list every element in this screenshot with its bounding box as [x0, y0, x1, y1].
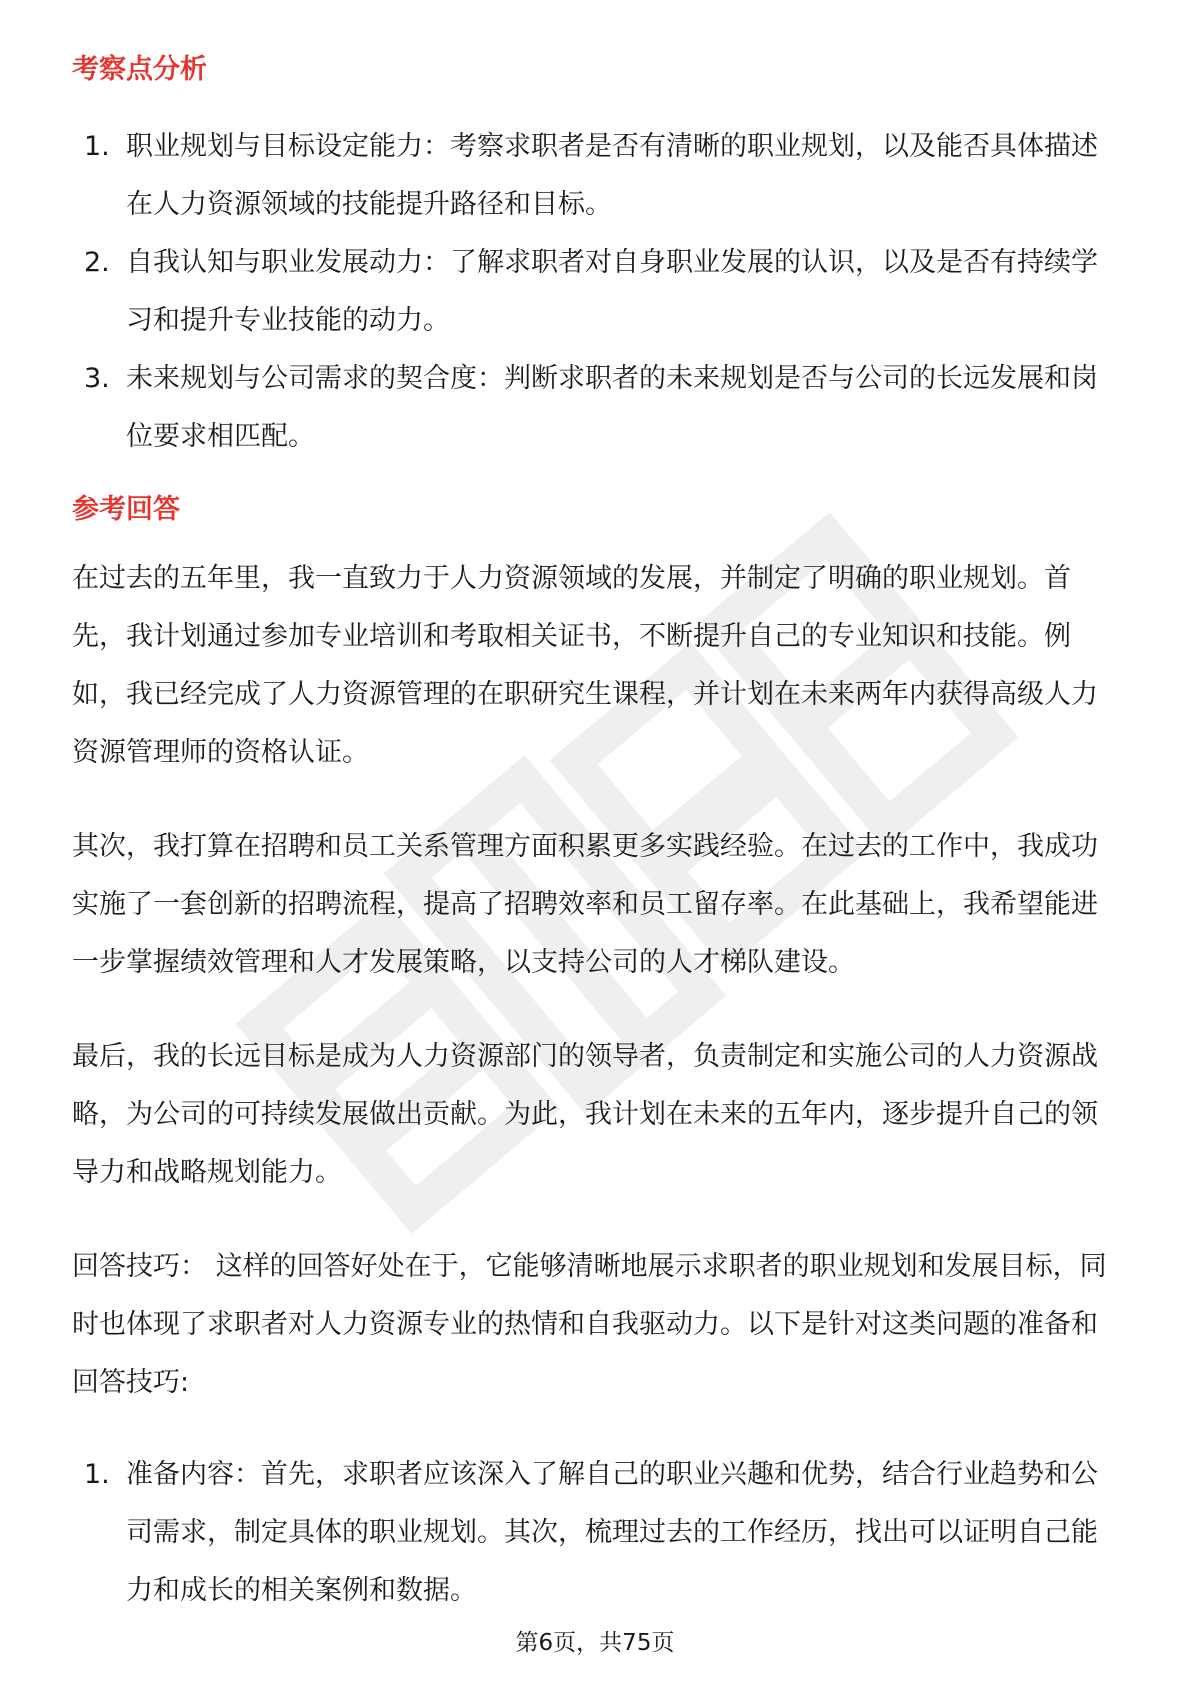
list-item-number: 3. — [84, 363, 110, 394]
content — [72, 48, 1114, 1620]
list-item-text: 准备内容：首先，求职者应该深入了解自己的职业兴趣和优势，结合行业趋势和公司需求，制定具体的职业规划。其次，梳理过去的工作经历，找出可以证明自己能力和成长的相关案例和数据。 — [126, 1459, 1098, 1606]
tips-list — [72, 1446, 1114, 1620]
list-item-number: 1. — [84, 1459, 110, 1490]
list-item — [72, 234, 1114, 350]
reference-heading: 参考回答 — [72, 494, 180, 525]
reference-paragraph: 其次，我打算在招聘和员工关系管理方面积累更多实践经验。在过去的工作中，我成功实施了一套创新的招聘流程，提高了招聘效率和员工留存率。在此基础上，我希望能进一步掌握绩效管理和人才发展策略，以支持公司的人才梯队建设。 — [72, 831, 1098, 978]
analysis-list — [72, 118, 1114, 466]
list-item-text: 自我认知与职业发展动力：了解求职者对自身职业发展的认识，以及是否有持续学习和提升专业技能的动力。 — [126, 247, 1098, 336]
list-item — [72, 1446, 1114, 1620]
list-item-number: 1. — [84, 131, 110, 162]
reference-paragraph: 最后，我的长远目标是成为人力资源部门的领导者，负责制定和实施公司的人力资源战略，为公司的可持续发展做出贡献。为此，我计划在未来的五年内，逐步提升自己的领导力和战略规划能力。 — [72, 1041, 1098, 1188]
reference-paragraph: 在过去的五年里，我一直致力于人力资源领域的发展，并制定了明确的职业规划。首先，我计划通过参加专业培训和考取相关证书，不断提升自己的专业知识和技能。例如，我已经完成了人力资源管理的在职研究生课程，并计划在未来两年内获得高级人力资源管理师的资格认证。 — [72, 563, 1098, 768]
list-item-number: 2. — [84, 247, 110, 278]
page-footer: 第6页，共75页 — [515, 1630, 675, 1656]
answer-tips-paragraph: 回答技巧： 这样的回答好处在于，它能够清晰地展示求职者的职业规划和发展目标，同时也体现了求职者对人力资源专业的热情和自我驱动力。以下是针对这类问题的准备和回答技巧: — [72, 1251, 1107, 1398]
list-item — [72, 118, 1114, 234]
list-item-text: 职业规划与目标设定能力：考察求职者是否有清晰的职业规划，以及能否具体描述在人力资源领域的技能提升路径和目标。 — [126, 131, 1098, 220]
list-item-text: 未来规划与公司需求的契合度：判断求职者的未来规划是否与公司的长远发展和岗位要求相匹配。 — [126, 363, 1098, 452]
list-item — [72, 350, 1114, 466]
analysis-heading: 考察点分析 — [72, 54, 207, 85]
